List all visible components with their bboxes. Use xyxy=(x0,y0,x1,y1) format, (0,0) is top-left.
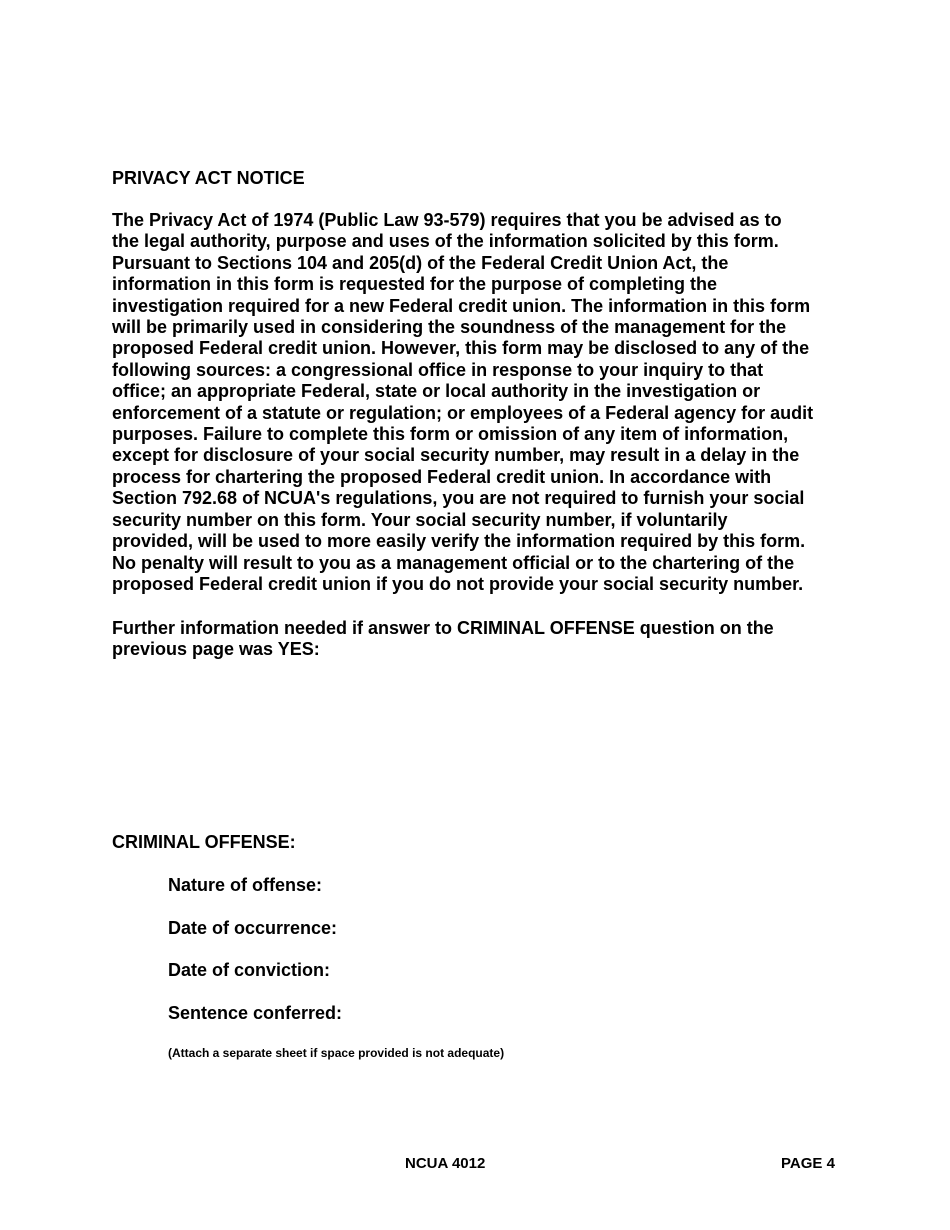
notice-line: enforcement of a statute or regulation; or employees of a Federal agency for audit xyxy=(112,402,814,423)
notice-line: provided, will be used to more easily verify the information required by this form. xyxy=(112,531,806,552)
further-info-instruction xyxy=(112,618,842,661)
date-of-conviction-label: Date of conviction: xyxy=(168,960,331,980)
footer-page-number: PAGE 4 xyxy=(781,1155,835,1172)
privacy-notice-body xyxy=(112,210,842,595)
notice-line: office; an appropriate Federal, state or local authority in the investigation or xyxy=(112,381,761,402)
sentence-conferred-label: Sentence conferred: xyxy=(168,1003,343,1023)
notice-line: security number on this form. Your social security number, if voluntarily xyxy=(112,509,728,530)
notice-line: proposed Federal credit union if you do not provide your social security number. xyxy=(112,573,804,594)
notice-line: the legal authority, purpose and uses of the information solicited by this form. xyxy=(112,231,779,252)
notice-line: purposes. Failure to complete this form or omission of any item of information, xyxy=(112,424,789,445)
notice-line: except for disclosure of your social security number, may result in a delay in the xyxy=(112,445,800,466)
notice-line: will be primarily used in considering the soundness of the management for the xyxy=(112,317,787,338)
criminal-offense-title: CRIMINAL OFFENSE: xyxy=(112,832,296,852)
date-of-occurrence-label: Date of occurrence: xyxy=(168,918,338,938)
notice-line: following sources: a congressional office in response to your inquiry to that xyxy=(112,359,764,380)
attach-sheet-note: (Attach a separate sheet if space provided is not adequate) xyxy=(168,1046,505,1060)
notice-line: The Privacy Act of 1974 (Public Law 93-579) requires that you be advised as to xyxy=(112,210,782,230)
notice-line: Section 792.68 of NCUA's regulations, you are not required to furnish your social xyxy=(112,488,805,509)
notice-line: Pursuant to Sections 104 and 205(d) of the Federal Credit Union Act, the xyxy=(112,252,729,273)
notice-line: No penalty will result to you as a management official or to the chartering of the xyxy=(112,552,795,573)
notice-line: process for chartering the proposed Federal credit union. In accordance with xyxy=(112,466,772,487)
notice-line: proposed Federal credit union. However, this form may be disclosed to any of the xyxy=(112,338,810,359)
privacy-notice-title: PRIVACY ACT NOTICE xyxy=(112,168,305,188)
nature-of-offense-label: Nature of offense: xyxy=(168,875,323,895)
notice-line: information in this form is requested for the purpose of completing the xyxy=(112,274,718,295)
notice-line: investigation required for a new Federal credit union. The information in this form xyxy=(112,295,811,316)
further-info-line: Further information needed if answer to CRIMINAL OFFENSE question on the xyxy=(112,618,774,638)
footer-form-id: NCUA 4012 xyxy=(405,1155,486,1172)
further-info-line: previous page was YES: xyxy=(112,639,320,660)
